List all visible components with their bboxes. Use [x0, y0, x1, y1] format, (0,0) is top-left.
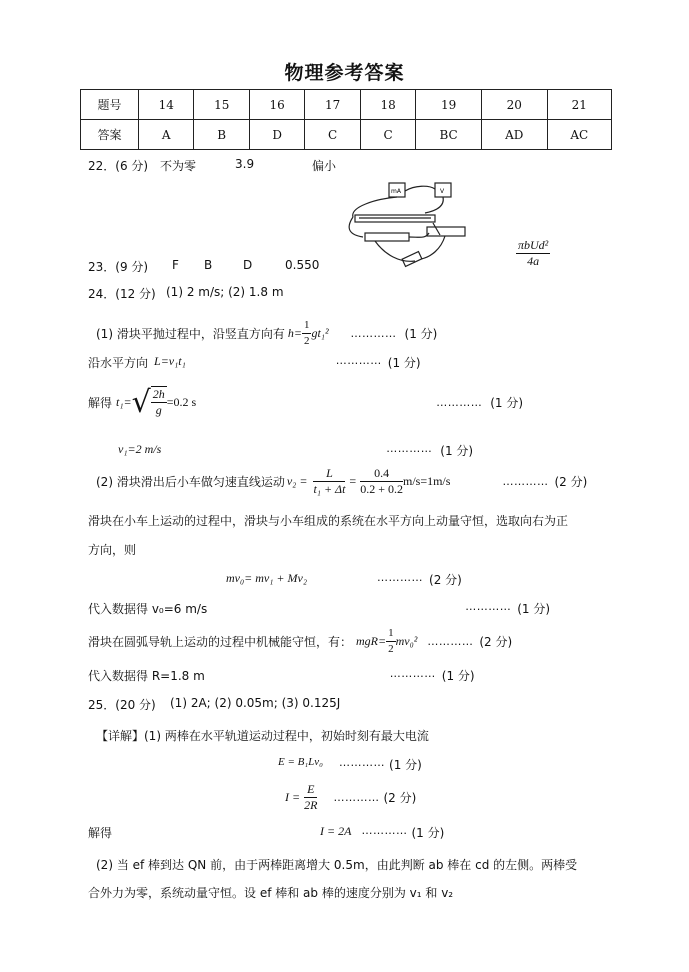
q24-line-10 [88, 626, 512, 657]
q22-label: 22．(6 分) [88, 159, 149, 173]
question-number: 21 [547, 90, 611, 120]
answer-table [80, 89, 612, 150]
answer-cell: D [249, 120, 304, 150]
question-number: 19 [416, 90, 482, 120]
q25-summary: (1) 2A; (2) 0.05m; (3) 0.125J [170, 696, 341, 710]
q25-line-4 [320, 824, 444, 841]
score: (1 分) [411, 826, 445, 840]
answer-cell: C [305, 120, 360, 150]
q24-l1-den: 2 [303, 335, 310, 347]
q24-line-11 [88, 667, 475, 684]
equals-sign: = [349, 474, 357, 488]
q24-l10-den: 2 [388, 643, 394, 655]
resistivity-formula [516, 238, 550, 269]
score-dots: ………… [465, 600, 512, 613]
q23-answer-4: 0.550 [285, 258, 320, 272]
q24-l1-num: 1 [302, 318, 312, 334]
q24-line-2 [88, 354, 421, 371]
score: (2 分) [383, 791, 417, 805]
q24-line-9 [88, 600, 550, 617]
score: (1 分) [404, 327, 438, 341]
score: (1 分) [490, 395, 524, 410]
answer-cell: AC [547, 120, 611, 150]
q25-l3-num: E [304, 782, 317, 798]
question-number: 18 [360, 90, 415, 120]
score-dots: ………… [339, 756, 386, 769]
q24-l5-rhs: m/s=1m/s [402, 474, 451, 488]
q24-l1-eq: h= [287, 326, 302, 340]
answer-cell: A [139, 120, 194, 150]
score: (2 分) [429, 573, 462, 587]
q24-l1-text: (1) 滑块平抛过程中，沿竖直方向有 [96, 327, 285, 341]
score: (2 分) [479, 635, 513, 649]
table-row-answers [81, 120, 612, 150]
score-dots: ………… [377, 571, 424, 584]
q24-l9-text: 代入数据得 v₀=6 m/s [88, 602, 208, 616]
formula-denominator: 4a [527, 254, 540, 268]
q24-l10-num: 1 [386, 626, 396, 642]
q24-l11-text: 代入数据得 R=1.8 m [88, 669, 205, 683]
q23-label: 23．(9 分) [88, 260, 149, 274]
table-header-label: 题号 [81, 90, 139, 120]
question-number: 20 [481, 90, 547, 120]
q24-label: 24．(12 分) [88, 287, 156, 301]
question-number: 14 [139, 90, 194, 120]
score: (1 分) [387, 356, 421, 370]
q23-answer-2: B [204, 258, 213, 272]
score-dots: ………… [389, 667, 436, 680]
q24-l5-n2: 0.4 [360, 466, 403, 482]
q24-l10-rest: mv₀² [395, 634, 418, 648]
q24-l5-n1: L [313, 466, 345, 482]
answer-cell: C [360, 120, 415, 150]
page-title: 物理参考答案 [284, 62, 405, 84]
q24-l3-lhs: t₁= [116, 394, 132, 409]
score: (1 分) [517, 602, 551, 616]
q24-l10-lhs: mgR= [356, 634, 387, 648]
q22-answer-2: 3.9 [235, 157, 255, 171]
score-dots: ………… [333, 791, 380, 804]
q24-line-3 [88, 386, 523, 418]
q24-l3-text: 解得 [88, 395, 113, 410]
score-dots: ………… [350, 327, 397, 340]
meter-label-2: V [440, 188, 445, 195]
answer-cell: AD [481, 120, 547, 150]
q25-l2-eq: E = B₁Lv₀ [278, 756, 324, 768]
q24-l5-d2: 0.2 + 0.2 [360, 482, 403, 496]
q24-l5-lhs: v₂ = [286, 474, 308, 488]
score-dots: ………… [361, 824, 408, 837]
table-answer-label: 答案 [81, 120, 139, 150]
question-number: 17 [305, 90, 360, 120]
score-dots: ………… [502, 475, 549, 488]
q24-line-5 [96, 466, 587, 497]
q25-line-6: 合外力为零，系统动量守恒。设 ef 棒和 ab 棒的速度分别为 v₁ 和 v₂ [88, 886, 454, 900]
q25-label: 25．(20 分) [88, 698, 156, 712]
q24-l8-eq: mv₀= mv₁ + Mv₂ [226, 571, 308, 585]
q24-l5-text: (2) 滑块滑出后小车做匀速直线运动 [96, 475, 285, 489]
q25-line-5: (2) 当 ef 棒到达 QN 前，由于两棒距离增大 0.5m，由此判断 ab 棒在 cd 的左侧。两棒受 [96, 858, 578, 872]
q25-l4-eq: I = 2A [320, 824, 352, 838]
q24-line-8 [226, 571, 462, 588]
q23-answer-1: F [172, 258, 179, 272]
q24-line-7: 方向，则 [88, 543, 137, 557]
q24-line-6: 滑块在小车上运动的过程中，滑块与小车组成的系统在水平方向上动量守恒，选取向右为正 [88, 514, 569, 528]
score-dots: ………… [335, 354, 382, 367]
q24-l3-rhs: =0.2 s [166, 394, 197, 409]
q24-l2-text: 沿水平方向 [88, 356, 149, 370]
q24-line-1 [96, 318, 437, 349]
score-dots: ………… [436, 395, 483, 409]
q22-answer-3: 偏小 [312, 159, 337, 173]
q25-line-2 [278, 756, 422, 773]
table-row-numbers [81, 90, 612, 120]
question-number: 16 [249, 90, 304, 120]
score-dots: ………… [427, 635, 474, 648]
sqrt-symbol: √ $\frac{2h}{g}$ [131, 385, 165, 420]
q25-line-3 [285, 782, 416, 813]
question-number: 15 [194, 90, 249, 120]
q24-l3-den: g [155, 403, 162, 417]
answer-cell: BC [416, 120, 482, 150]
q25-l3-den: 2R [304, 798, 318, 812]
score: (1 分) [441, 669, 475, 683]
answer-cell: B [194, 120, 249, 150]
q24-summary: (1) 2 m/s; (2) 1.8 m [166, 285, 284, 299]
q25-line-1: 【详解】(1) 两棒在水平轨道运动过程中，初始时刻有最大电流 [96, 729, 429, 743]
score: (2 分) [554, 475, 588, 489]
q24-l4-eq: v₁=2 m/s [118, 442, 162, 456]
q24-line-4 [118, 442, 473, 459]
q24-l2-eq: L=v₁t₁ [154, 354, 186, 368]
q25-l3-lhs: I = [285, 790, 301, 804]
q25-l4-text: 解得 [88, 826, 113, 840]
formula-numerator: πbUd² [518, 238, 549, 252]
q23-answer-3: D [243, 258, 253, 272]
score-dots: ………… [386, 442, 433, 455]
q24-l3-num: 2h [152, 387, 165, 401]
q24-l10-text: 滑块在圆弧导轨上运动的过程中机械能守恒，有： [88, 635, 353, 649]
q22-answer-1: 不为零 [160, 159, 197, 173]
q24-l5-d1: t₁ + Δt [313, 482, 346, 496]
circuit-diagram [345, 177, 470, 269]
meter-label-1: mA [391, 188, 401, 195]
q24-l1-rest: gt₁² [311, 326, 329, 340]
score: (1 分) [389, 758, 422, 772]
score: (1 分) [440, 444, 474, 458]
